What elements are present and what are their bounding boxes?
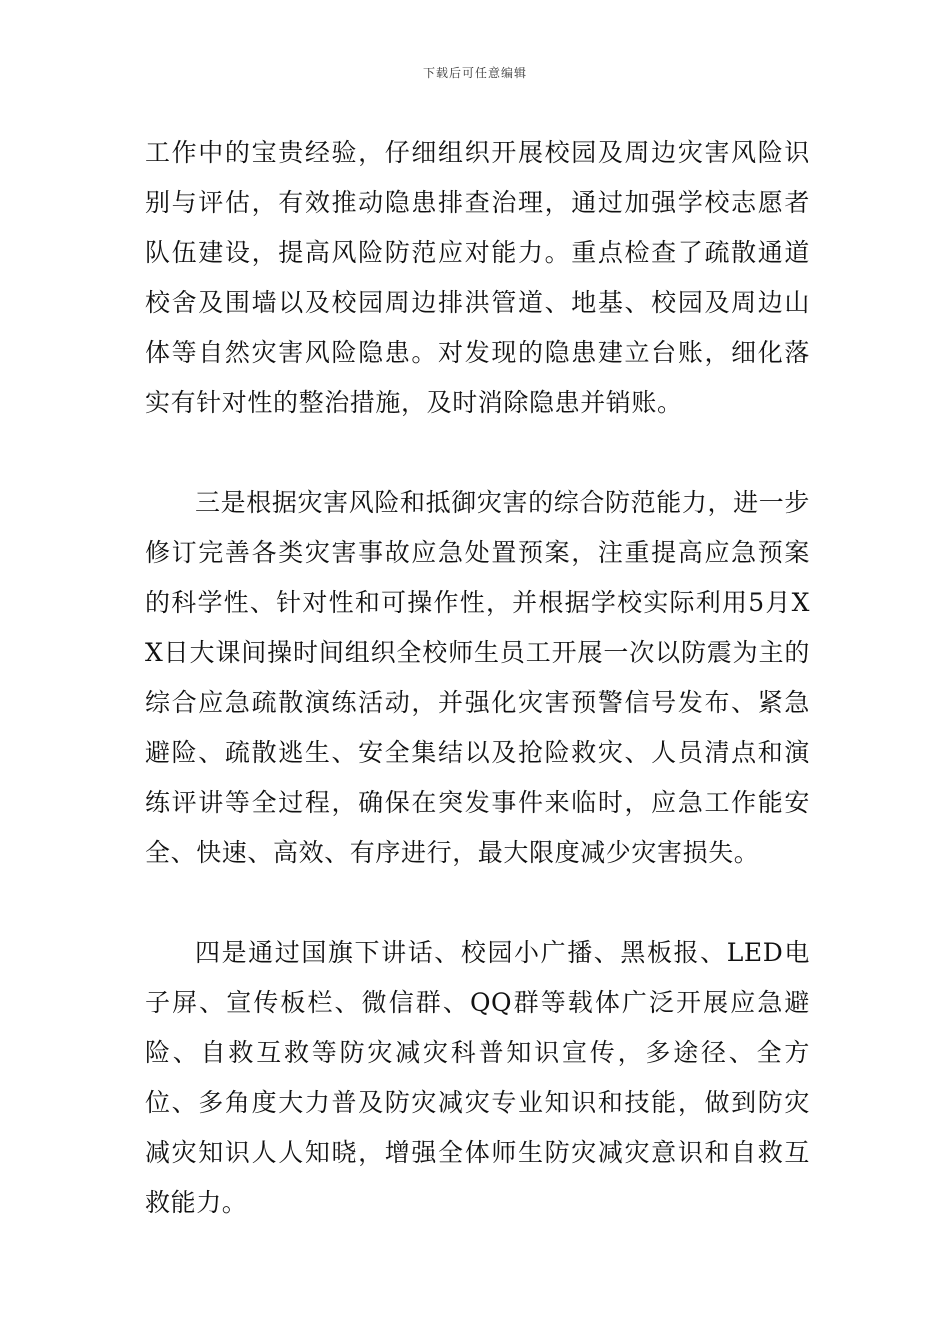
- paragraph-four: 四是通过国旗下讲话、校园小广播、黑板报、LED电子屏、宣传板栏、微信群、QQ群等载体广泛开展应急避险、自救互救等防灾减灾科普知识宣传，多途径、全方位、多角度大力普及防灾减灾专业知识和技能，做到防灾减灾知识人人知晓，增强全体师生防灾减灾意识和自救互救能力。: [145, 938, 810, 1217]
- paragraph-gap: [145, 878, 810, 928]
- paragraph-three: 三是根据灾害风险和抵御灾害的综合防范能力，进一步修订完善各类灾害事故应急处置预案，注重提高应急预案的科学性、针对性和可操作性，并根据学校实际利用5月XX日大课间操时间组织全校师生员工开展一次以防震为主的综合应急疏散演练活动，并强化灾害预警信号发布、紧急避险、疏散逃生、安全集结以及抢险救灾、人员清点和演练评讲等全过程，确保在突发事件来临时，应急工作能安全、快速、高效、有序进行，最大限度减少灾害损失。: [145, 488, 810, 867]
- header-note: 下载后可任意编辑: [422, 66, 527, 80]
- document-body: [145, 128, 810, 1228]
- paragraph-continuation: 工作中的宝贵经验，仔细组织开展校园及周边灾害风险识别与评估，有效推动隐患排查治理，通过加强学校志愿者队伍建设，提高风险防范应对能力。重点检查了疏散通道校舍及围墙以及校园周边排洪管道、地基、校园及周边山体等自然灾害风险隐患。对发现的隐患建立台账，细化落实有针对性的整治措施，及时消除隐患并销账。: [145, 138, 810, 417]
- paragraph-gap: [145, 428, 810, 478]
